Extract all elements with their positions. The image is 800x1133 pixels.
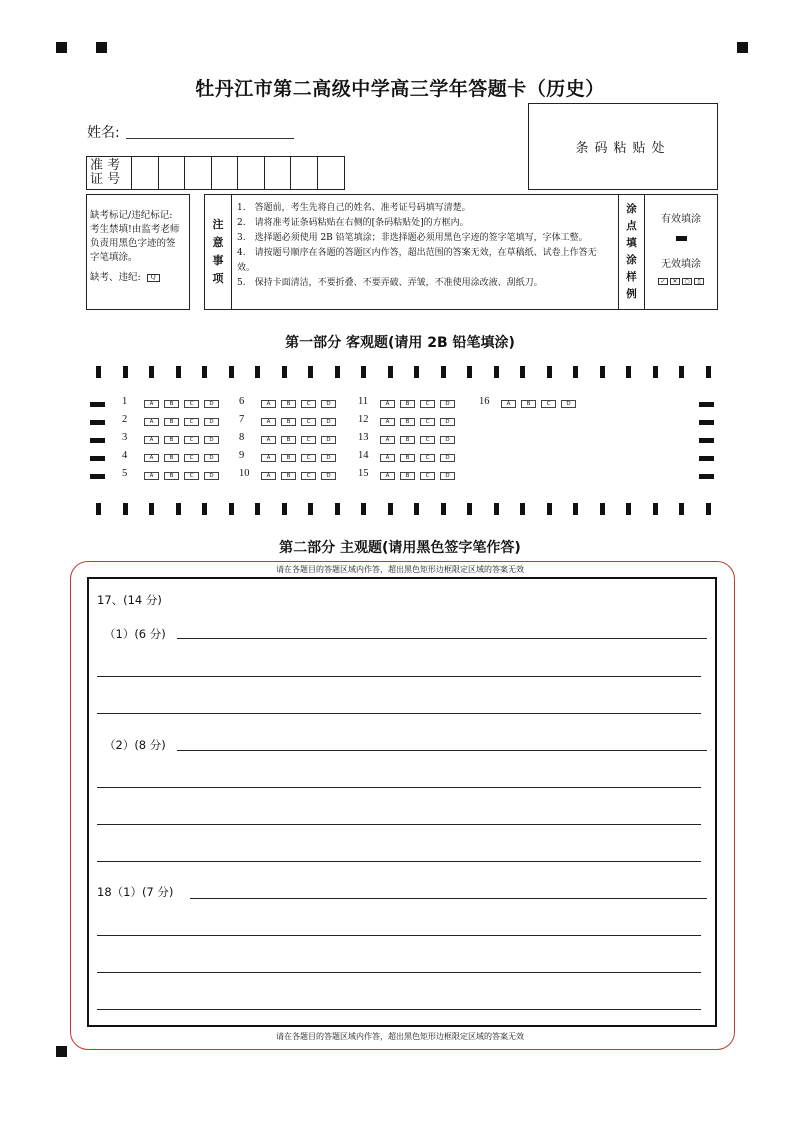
timing-mark xyxy=(653,366,658,378)
question-number: 3 xyxy=(122,432,128,443)
timing-mark xyxy=(573,366,578,378)
question-number: 9 xyxy=(239,450,245,461)
row-mark xyxy=(699,420,714,425)
invalid-mark-cross-icon: ✕ xyxy=(670,278,680,285)
notice-list xyxy=(232,195,619,309)
registration-mark xyxy=(56,1046,67,1057)
row-mark xyxy=(90,456,105,461)
option-bubble[interactable]: D xyxy=(440,454,455,462)
invalid-fill-label: 无效填涂 xyxy=(661,259,701,270)
registration-mark xyxy=(737,42,748,53)
option-bubble[interactable]: A xyxy=(380,400,395,408)
answer-line[interactable] xyxy=(97,972,701,973)
question-number: 2 xyxy=(122,414,128,425)
option-bubble[interactable]: A xyxy=(380,454,395,462)
timing-mark xyxy=(149,503,154,515)
exam-id-cell[interactable] xyxy=(265,157,292,189)
timing-mark xyxy=(706,503,711,515)
timing-mark xyxy=(361,366,366,378)
exam-id-cell[interactable] xyxy=(291,157,318,189)
row-mark xyxy=(90,420,105,425)
exam-id-cell[interactable] xyxy=(318,157,345,189)
answer-box xyxy=(87,577,717,1027)
timing-mark xyxy=(149,366,154,378)
answer-options xyxy=(501,400,576,408)
answer-line[interactable] xyxy=(97,861,701,862)
absent-label: 缺考、违纪: xyxy=(90,272,141,283)
option-bubble[interactable]: A xyxy=(261,418,276,426)
absent-mark-box: 缺考标记/违纪标记: 考生禁填!由监考老师 负责用黑色字迹的签 字笔填涂。 缺考、违纪: Q xyxy=(86,194,190,310)
option-bubble[interactable]: C xyxy=(301,472,316,480)
option-bubble[interactable]: D xyxy=(204,454,219,462)
option-bubble[interactable]: C xyxy=(301,400,316,408)
question-number: 13 xyxy=(358,432,369,443)
notice-item: 2. 请将准考证条码粘贴在右侧的[条码粘贴处]的方框内。 xyxy=(237,218,469,228)
option-bubble[interactable]: D xyxy=(321,472,336,480)
invalid-mark-check-icon: ✓ xyxy=(658,278,668,285)
row-mark xyxy=(90,402,105,407)
answer-options xyxy=(144,418,219,426)
row-mark xyxy=(699,456,714,461)
answer-options xyxy=(144,436,219,444)
registration-mark xyxy=(56,42,67,53)
option-bubble[interactable]: A xyxy=(144,436,159,444)
answer-options xyxy=(261,436,336,444)
option-bubble[interactable]: A xyxy=(261,472,276,480)
name-field[interactable] xyxy=(126,138,294,139)
timing-mark xyxy=(679,366,684,378)
timing-mark xyxy=(653,503,658,515)
invalid-mark-partial-icon: ▯ xyxy=(694,278,704,285)
answer-hint-top: 请在各题目的答题区域内作答，超出黑色矩形边框限定区域的答案无效 xyxy=(276,565,524,574)
answer-options xyxy=(380,472,455,480)
option-bubble[interactable]: B xyxy=(521,400,536,408)
question-number: 6 xyxy=(239,396,245,407)
answer-line[interactable] xyxy=(97,1009,701,1010)
timing-mark xyxy=(335,503,340,515)
option-bubble[interactable]: A xyxy=(380,472,395,480)
option-bubble[interactable]: B xyxy=(400,436,415,444)
answer-line[interactable] xyxy=(97,787,701,788)
part2-title: 第二部分 主观题(请用黑色签字笔作答) xyxy=(279,540,521,556)
option-bubble[interactable]: C xyxy=(420,454,435,462)
option-bubble[interactable]: B xyxy=(164,472,179,480)
question-number: 16 xyxy=(479,396,490,407)
exam-id-cell[interactable] xyxy=(132,157,159,189)
timing-mark xyxy=(255,503,260,515)
option-bubble[interactable]: D xyxy=(440,400,455,408)
exam-id-grid xyxy=(86,156,345,190)
timing-mark xyxy=(414,366,419,378)
timing-mark xyxy=(547,503,552,515)
answer-options xyxy=(380,400,455,408)
question-17-1-label: （1）(6 分) xyxy=(104,627,166,641)
option-bubble[interactable]: B xyxy=(281,418,296,426)
option-bubble[interactable]: D xyxy=(561,400,576,408)
timing-mark xyxy=(282,366,287,378)
question-17-2-label: （2）(8 分) xyxy=(104,738,166,752)
option-bubble[interactable]: A xyxy=(144,400,159,408)
timing-mark xyxy=(441,366,446,378)
option-bubble[interactable]: B xyxy=(164,454,179,462)
absent-checkbox[interactable]: Q xyxy=(147,274,160,282)
timing-mark xyxy=(388,503,393,515)
timing-mark xyxy=(308,366,313,378)
question-number: 14 xyxy=(358,450,369,461)
option-bubble[interactable]: D xyxy=(321,436,336,444)
notice-item: 3. 选择题必须使用 2B 铅笔填涂；非选择题必须用黑色字迹的签字笔填写，字体工整。 xyxy=(237,233,588,243)
option-bubble[interactable]: D xyxy=(321,418,336,426)
notice-item: 1. 答题前，考生先将自己的姓名、准考证号码填写清楚。 xyxy=(237,203,471,213)
option-bubble[interactable]: C xyxy=(541,400,556,408)
option-bubble[interactable]: B xyxy=(164,400,179,408)
question-number: 12 xyxy=(358,414,369,425)
timing-mark xyxy=(202,366,207,378)
fill-example xyxy=(645,195,717,309)
name-label: 姓名: xyxy=(87,125,120,141)
option-bubble[interactable]: A xyxy=(261,400,276,408)
barcode-area xyxy=(528,103,718,190)
barcode-label: 条码粘贴处 xyxy=(575,141,671,156)
answer-line[interactable] xyxy=(177,638,707,639)
answer-options xyxy=(380,454,455,462)
timing-mark xyxy=(96,503,101,515)
option-bubble[interactable]: D xyxy=(204,418,219,426)
timing-mark xyxy=(123,503,128,515)
option-bubble[interactable]: B xyxy=(400,454,415,462)
exam-id-cell[interactable] xyxy=(212,157,239,189)
option-bubble[interactable]: A xyxy=(261,454,276,462)
exam-id-cell[interactable] xyxy=(185,157,212,189)
option-bubble[interactable]: C xyxy=(420,418,435,426)
valid-fill-mark xyxy=(676,236,687,241)
question-number: 5 xyxy=(122,468,128,479)
answer-line[interactable] xyxy=(97,713,701,714)
option-bubble[interactable]: D xyxy=(440,436,455,444)
answer-options xyxy=(380,436,455,444)
option-bubble[interactable]: C xyxy=(301,454,316,462)
option-bubble[interactable]: A xyxy=(380,418,395,426)
timing-mark xyxy=(626,366,631,378)
question-number: 1 xyxy=(122,396,128,407)
option-bubble[interactable]: B xyxy=(281,472,296,480)
option-bubble[interactable]: D xyxy=(204,472,219,480)
option-bubble[interactable]: C xyxy=(184,400,199,408)
timing-mark xyxy=(573,503,578,515)
answer-line[interactable] xyxy=(97,935,701,936)
row-mark xyxy=(699,402,714,407)
question-17-label: 17、(14 分) xyxy=(97,593,162,607)
timing-mark xyxy=(282,503,287,515)
timing-mark xyxy=(229,503,234,515)
option-bubble[interactable]: D xyxy=(321,454,336,462)
option-bubble[interactable]: A xyxy=(501,400,516,408)
timing-mark xyxy=(361,503,366,515)
option-bubble[interactable]: A xyxy=(261,436,276,444)
timing-mark xyxy=(494,503,499,515)
valid-fill-label: 有效填涂 xyxy=(661,214,701,225)
option-bubble[interactable]: D xyxy=(440,472,455,480)
option-bubble[interactable]: C xyxy=(184,418,199,426)
question-number: 4 xyxy=(122,450,128,461)
option-bubble[interactable]: D xyxy=(204,436,219,444)
timing-mark xyxy=(520,503,525,515)
option-bubble[interactable]: C xyxy=(301,436,316,444)
answer-line[interactable] xyxy=(177,750,707,751)
option-bubble[interactable]: A xyxy=(144,418,159,426)
notice-box xyxy=(204,194,718,310)
option-bubble[interactable]: B xyxy=(400,418,415,426)
timing-mark xyxy=(414,503,419,515)
exam-id-cell[interactable] xyxy=(238,157,265,189)
row-mark xyxy=(699,474,714,479)
answer-options xyxy=(144,454,219,462)
option-bubble[interactable]: C xyxy=(420,472,435,480)
answer-options xyxy=(144,472,219,480)
answer-options xyxy=(261,472,336,480)
option-bubble[interactable]: C xyxy=(420,400,435,408)
option-bubble[interactable]: A xyxy=(144,472,159,480)
answer-options xyxy=(144,400,219,408)
timing-mark xyxy=(706,366,711,378)
notice-item: 4. 请按题号顺序在各题的答题区内作答，超出范围的答案无效，在草稿纸、试卷上作答无效。 xyxy=(237,248,597,273)
answer-options xyxy=(261,454,336,462)
timing-mark xyxy=(626,503,631,515)
answer-options xyxy=(261,418,336,426)
answer-line[interactable] xyxy=(97,676,701,677)
answer-line[interactable] xyxy=(97,824,701,825)
timing-mark xyxy=(123,366,128,378)
timing-mark xyxy=(467,366,472,378)
option-bubble[interactable]: C xyxy=(184,436,199,444)
question-number: 11 xyxy=(358,396,369,407)
question-number: 7 xyxy=(239,414,245,425)
timing-mark xyxy=(202,503,207,515)
timing-mark xyxy=(441,503,446,515)
option-bubble[interactable]: B xyxy=(164,418,179,426)
notice-item: 5. 保持卡面清洁，不要折叠、不要弄破、弄皱，不准使用涂改液、刮纸刀。 xyxy=(237,278,543,288)
timing-mark xyxy=(520,366,525,378)
option-bubble[interactable]: B xyxy=(400,472,415,480)
timing-mark xyxy=(467,503,472,515)
fill-example-label: 涂 点 填 涂 样 例 xyxy=(619,195,645,309)
exam-id-cell[interactable] xyxy=(159,157,186,189)
timing-mark xyxy=(679,503,684,515)
timing-mark xyxy=(388,366,393,378)
invalid-mark-circle-icon: ○ xyxy=(682,278,692,285)
timing-mark xyxy=(600,503,605,515)
row-mark xyxy=(90,438,105,443)
option-bubble[interactable]: A xyxy=(380,436,395,444)
question-number: 15 xyxy=(358,468,369,479)
option-bubble[interactable]: B xyxy=(400,400,415,408)
answer-options xyxy=(380,418,455,426)
option-bubble[interactable]: C xyxy=(184,472,199,480)
timing-mark xyxy=(255,366,260,378)
page-title: 牡丹江市第二高级中学高三学年答题卡（历史） xyxy=(195,78,605,100)
option-bubble[interactable]: B xyxy=(281,454,296,462)
timing-mark xyxy=(308,503,313,515)
option-bubble[interactable]: C xyxy=(301,418,316,426)
timing-mark xyxy=(96,366,101,378)
option-bubble[interactable]: D xyxy=(204,400,219,408)
timing-mark xyxy=(494,366,499,378)
row-mark xyxy=(699,438,714,443)
option-bubble[interactable]: A xyxy=(144,454,159,462)
timing-mark xyxy=(547,366,552,378)
option-bubble[interactable]: B xyxy=(164,436,179,444)
timing-mark xyxy=(229,366,234,378)
option-bubble[interactable]: B xyxy=(281,436,296,444)
timing-mark xyxy=(600,366,605,378)
question-number: 8 xyxy=(239,432,245,443)
option-bubble[interactable]: C xyxy=(184,454,199,462)
exam-id-label: 准 考 证 号 xyxy=(87,157,132,189)
option-bubble[interactable]: D xyxy=(321,400,336,408)
question-number: 10 xyxy=(239,468,250,479)
option-bubble[interactable]: C xyxy=(420,436,435,444)
notice-title: 注 意 事 项 xyxy=(205,195,232,309)
answer-hint-bottom: 请在各题目的答题区域内作答，超出黑色矩形边框限定区域的答案无效 xyxy=(276,1032,524,1041)
timing-mark xyxy=(176,503,181,515)
option-bubble[interactable]: B xyxy=(281,400,296,408)
registration-mark xyxy=(96,42,107,53)
option-bubble[interactable]: D xyxy=(440,418,455,426)
part1-title: 第一部分 客观题(请用 2B 铅笔填涂) xyxy=(285,335,515,351)
timing-mark xyxy=(176,366,181,378)
timing-mark xyxy=(335,366,340,378)
answer-options xyxy=(261,400,336,408)
question-18-1-label: 18（1）(7 分) xyxy=(97,885,174,899)
answer-line[interactable] xyxy=(190,898,707,899)
row-mark xyxy=(90,474,105,479)
